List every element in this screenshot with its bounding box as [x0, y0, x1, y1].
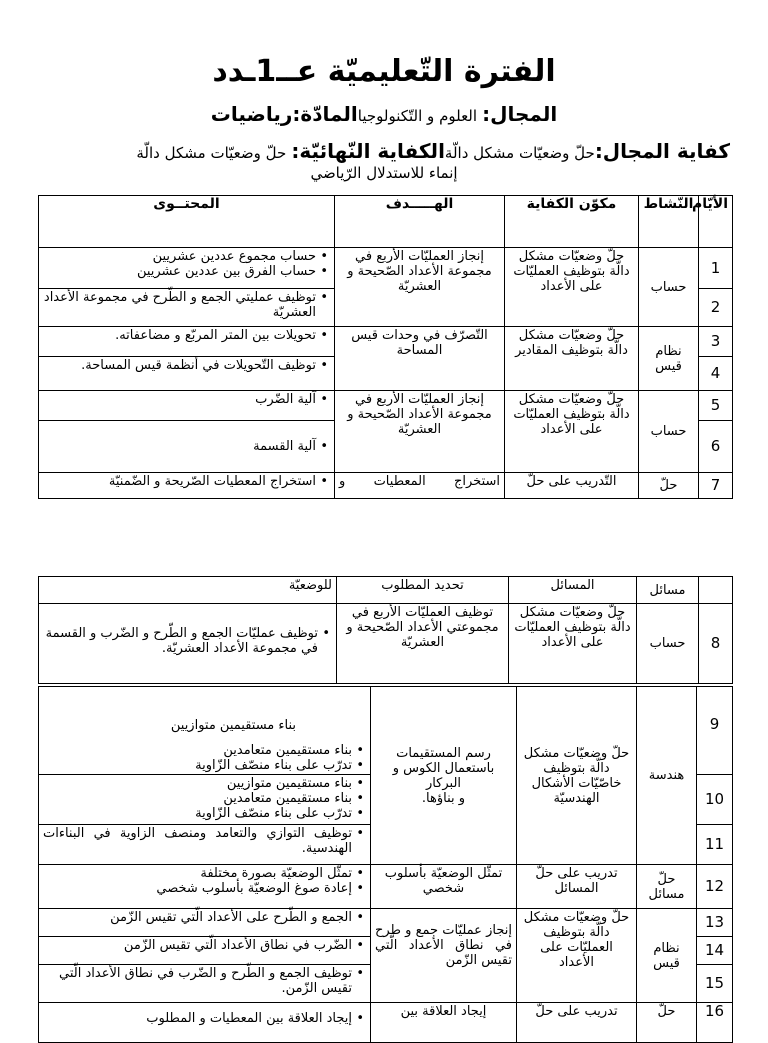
content-item: • آلية القسمة [43, 439, 316, 454]
content-item: • توظيف عمليّات الجمع و الطّرح و الضّرب و القسمة في مجموعة الأعداد العشريّة. [43, 626, 318, 656]
content-item: • توظيف الجمع و الطّرح و الضّرب في نطاق الأعداد الّتي تقيس الزّمن. [43, 966, 352, 996]
table-row [39, 1003, 733, 1043]
content-item: • توظيف التوازي والتعامد ومنصف الزاوية في البناءات الهندسية. [43, 826, 352, 856]
domain-competence-label: كفاية المجال: [594, 139, 730, 163]
component-cell: حلّ وضعيّات مشكل دالّة بتوظيف العمليّات على الأعداد [517, 909, 637, 1003]
goal-line: رسم المستقيمات باستعمال الكوس و البركار [392, 745, 495, 791]
content-item: • استخراج المعطيات الصّريحة و الضّمنيّة [43, 474, 316, 489]
domain-competence-value: حلّ وضعيّات مشكل دالّة [444, 144, 595, 162]
table-row [39, 248, 733, 289]
week-number: 8 [699, 604, 733, 684]
content-cell [39, 825, 371, 865]
program-table-3 [38, 686, 733, 1043]
content-cell: للوضعيّة [39, 577, 337, 604]
week-number: 11 [697, 825, 733, 865]
week-number: 16 [697, 1003, 733, 1043]
content-cell [39, 289, 335, 327]
content-cell [39, 1003, 371, 1043]
content-cell [39, 937, 371, 965]
activity-cell: حلّ مسائل [637, 865, 697, 909]
component-cell: حلّ وضعيّات مشكل دالّة بتوظيف خاصّيّات الأشكال الهندسيّة [517, 687, 637, 865]
content-cell [39, 604, 337, 684]
goal-cell: تمثّل الوضعيّة بأسلوب شخصي [371, 865, 517, 909]
activity-cell: هندسة [637, 687, 697, 865]
goal-cell: إنجاز عمليّات جمع و طرح في نطاق الأعداد الّتي تقيس الزّمن [371, 909, 517, 1003]
subject-value: رياضيات [210, 102, 293, 126]
week-number [699, 577, 733, 604]
week-number: 10 [697, 775, 733, 825]
goal-cell: التّصرّف في وحدات قيس المساحة [335, 327, 505, 391]
table-row [39, 865, 733, 909]
week-number: 12 [697, 865, 733, 909]
content-cell [39, 909, 371, 937]
week-number: 7 [699, 473, 733, 499]
content-cell [39, 965, 371, 1003]
activity-cell: حساب [637, 604, 699, 684]
activity-cell: حلّ [637, 1003, 697, 1043]
content-cell [39, 687, 371, 775]
content-item: • آلية الضّرب [43, 392, 316, 407]
table-row [39, 909, 733, 937]
program-table-1 [38, 195, 733, 499]
component-cell: حلّ وضعيّات مشكل دالّة بتوظيف العمليّات على الأعداد [509, 604, 637, 684]
content-text: بناء مستقيمين متوازيين [170, 718, 296, 733]
week-number: 13 [697, 909, 733, 937]
content-item: • الجمع و الطّرح على الأعداد الّتي تقيس الزّمن [43, 910, 352, 925]
col-activity: النّشاط [639, 196, 699, 248]
content-item: • توظيف عمليتي الجمع و الطّرح في مجموعة الأعداد العشريّة [43, 290, 316, 320]
col-weeks: الأيّام [699, 196, 733, 248]
week-number: 9 [697, 687, 733, 775]
content-item: • إيجاد العلاقة بين المعطيات و المطلوب [43, 1011, 352, 1026]
goal-cell: توظيف العمليّات الأربع في مجموعتي الأعداد الصّحيحة و العشريّة [337, 604, 509, 684]
activity-cell: حساب [639, 248, 699, 327]
content-item: • تدرّب على بناء منصّف الزّاوية [43, 806, 352, 821]
week-number: 2 [699, 289, 733, 327]
domain-line [0, 102, 768, 126]
content-item: • تمثّل الوضعيّة بصورة مختلفة [43, 866, 352, 881]
table-row [39, 687, 733, 775]
goal-cell: استخراج المعطيات و [335, 473, 505, 499]
page-title: الفترة التّعليميّة عــ1ـدد [212, 54, 556, 89]
col-goal: الهـــــدف [335, 196, 505, 248]
content-item: • بناء مستقيمين متعامدين [43, 743, 352, 758]
content-item: • بناء مستقيمين متوازيين [43, 776, 352, 791]
goal-cell: إيجاد العلاقة بين [371, 1003, 517, 1043]
activity-cell: حساب [639, 391, 699, 473]
content-item: • حساب الفرق بين عددين عشريين [43, 264, 316, 279]
table-row [39, 473, 733, 499]
table-header-row [39, 196, 733, 248]
domain-value: العلوم و التّكنولوجيا [357, 107, 478, 125]
content-cell [39, 865, 371, 909]
table-row [39, 604, 733, 684]
final-competence-continued: إنماء للاستدلال الرّياضي [310, 164, 458, 182]
content-cell [39, 775, 371, 825]
final-competence-value: حلّ وضعيّات مشكل دالّة [136, 144, 287, 162]
content-item: • إعادة صوغ الوضعيّة بأسلوب شخصي [43, 881, 352, 896]
activity-cell: نظام قيس [637, 909, 697, 1003]
content-item: • حساب مجموع عددين عشريين [43, 249, 316, 264]
content-cell [39, 473, 335, 499]
content-cell [39, 357, 335, 391]
subject-label: المادّة: [292, 102, 358, 126]
week-number: 6 [699, 421, 733, 473]
component-cell: حلّ وضعيّات مشكل دالّة بتوظيف المقادير [505, 327, 639, 391]
week-number: 1 [699, 248, 733, 289]
week-number: 14 [697, 937, 733, 965]
activity-cell: مسائل [637, 577, 699, 604]
domain-label: المجال: [482, 102, 558, 126]
activity-cell: حلّ [639, 473, 699, 499]
week-number: 5 [699, 391, 733, 421]
table-row [39, 391, 733, 421]
component-cell: المسائل [509, 577, 637, 604]
goal-line: و بناؤها. [421, 790, 466, 806]
goal-cell: تحديد المطلوب [337, 577, 509, 604]
content-item: • الضّرب في نطاق الأعداد الّتي تقيس الزّمن [43, 938, 352, 953]
content-cell [39, 327, 335, 357]
table-row [39, 327, 733, 357]
component-cell: التّدريب على حلّ [505, 473, 639, 499]
content-item: • توظيف التّحويلات في أنظمة قيس المساحة. [43, 358, 316, 373]
week-number: 15 [697, 965, 733, 1003]
goal-cell: إنجاز العمليّات الأربع في مجموعة الأعداد الصّحيحة و العشريّة [335, 391, 505, 473]
component-cell: تدريب على حلّ [517, 1003, 637, 1043]
content-cell [39, 391, 335, 421]
content-item: • بناء مستقيمين متعامدين [43, 791, 352, 806]
content-item: • تحويلات بين المتر المربّع و مضاعفاته. [43, 328, 316, 343]
col-content: المحتــوى [39, 196, 335, 248]
content-cell [39, 421, 335, 473]
competence-line [30, 139, 730, 163]
goal-cell: إنجاز العمليّات الأربع في مجموعة الأعداد الصّحيحة و العشريّة [335, 248, 505, 327]
goal-cell [371, 687, 517, 865]
component-cell: تدريب على حلّ المسائل [517, 865, 637, 909]
content-cell [39, 248, 335, 289]
program-table-2 [38, 576, 733, 684]
content-item: • تدرّب على بناء منصّف الزّاوية [43, 758, 352, 773]
table-row [39, 577, 733, 604]
final-competence-label: الكفاية النّهائيّة: [291, 139, 445, 163]
component-cell: حلّ وضعيّات مشكل دالّة بتوظيف العمليّات على الأعداد [505, 391, 639, 473]
component-cell: حلّ وضعيّات مشكل دالّة بتوظيف العمليّات على الأعداد [505, 248, 639, 327]
activity-cell: نظام قيس [639, 327, 699, 391]
week-number: 4 [699, 357, 733, 391]
col-component: مكوّن الكفاية [505, 196, 639, 248]
week-number: 3 [699, 327, 733, 357]
